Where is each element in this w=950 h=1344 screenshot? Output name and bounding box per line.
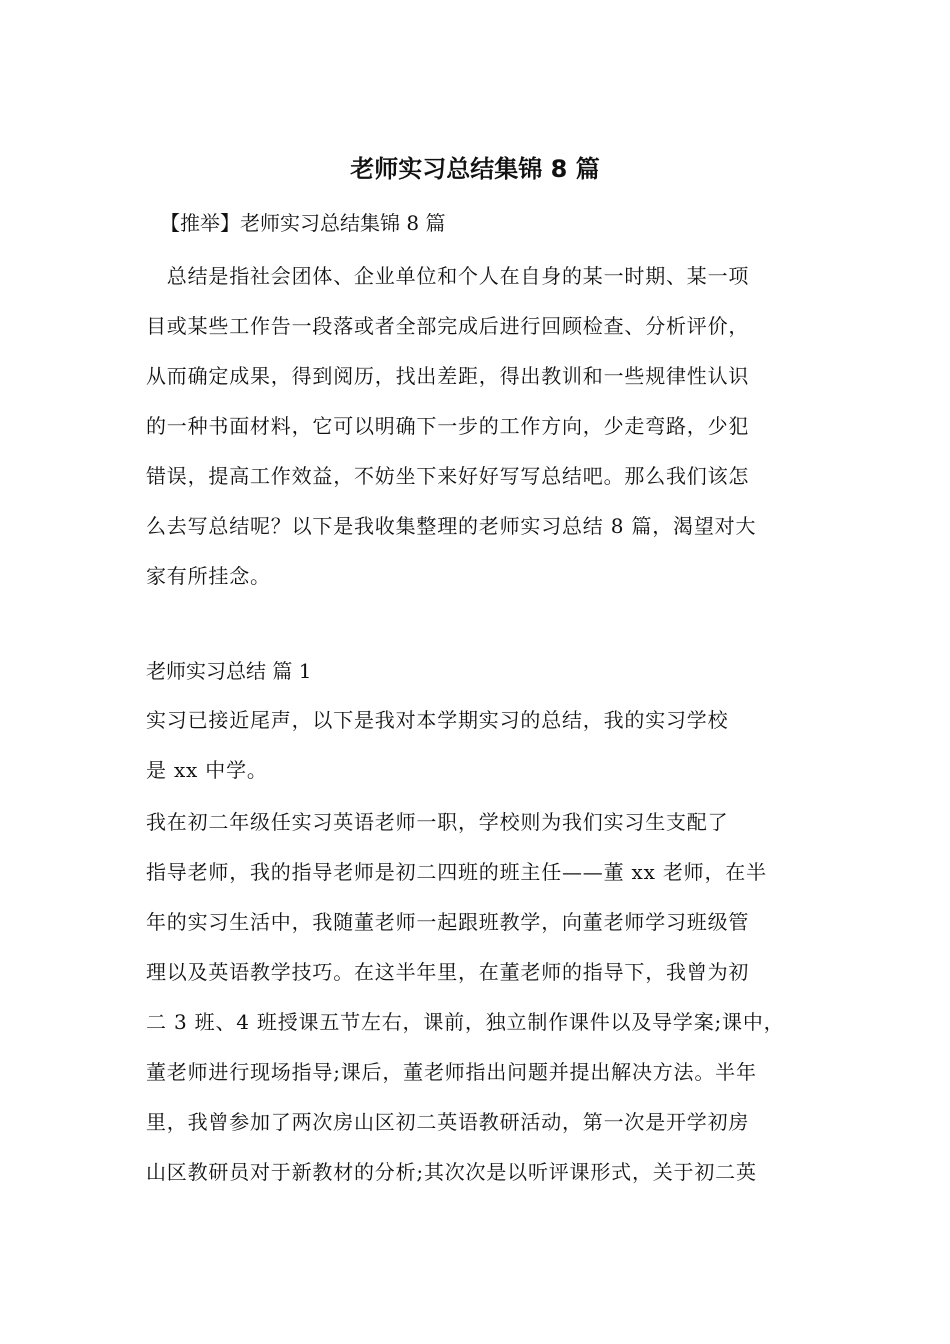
paragraph-line: 里，我曾参加了两次房山区初二英语教研活动，第一次是开学初房 bbox=[146, 1110, 750, 1134]
section-paragraph-1 bbox=[146, 695, 816, 795]
intro-line: 的一种书面材料，它可以明确下一步的工作方向，少走弯路，少犯 bbox=[146, 414, 750, 438]
paragraph-line: 山区教研员对于新教材的分析;其次次是以听评课形式，关于初二英 bbox=[146, 1160, 757, 1184]
paragraph-line: 二 3 班、4 班授课五节左右，课前，独立制作课件以及导学案;课中， bbox=[146, 1010, 785, 1034]
paragraph-line: 年的实习生活中，我随董老师一起跟班教学，向董老师学习班级管 bbox=[146, 910, 750, 934]
intro-line: 目或某些工作告一段落或者全部完成后进行回顾检查、分析评价， bbox=[146, 314, 750, 338]
paragraph-line: 指导老师，我的指导老师是初二四班的班主任——董 xx 老师，在半 bbox=[146, 860, 767, 884]
intro-line: 家有所挂念。 bbox=[146, 564, 271, 588]
paragraph-line: 理以及英语教学技巧。在这半年里，在董老师的指导下，我曾为初 bbox=[146, 960, 750, 984]
paragraph-line: 是 xx 中学。 bbox=[146, 758, 268, 782]
document-subtitle: 【推举】老师实习总结集锦 8 篇 bbox=[160, 211, 446, 235]
section-heading: 老师实习总结 篇 1 bbox=[146, 659, 312, 683]
intro-line: 错误，提高工作效益，不妨坐下来好好写写总结吧。那么我们该怎 bbox=[146, 464, 750, 488]
intro-paragraph bbox=[146, 251, 816, 601]
section-paragraph-2 bbox=[146, 797, 816, 1197]
intro-line: 么去写总结呢？以下是我收集整理的老师实习总结 8 篇，渴望对大 bbox=[146, 514, 757, 538]
paragraph-line: 我在初二年级任实习英语老师一职，学校则为我们实习生支配了 bbox=[146, 810, 729, 834]
intro-line: 总结是指社会团体、企业单位和个人在自身的某一时期、某一项 bbox=[146, 264, 750, 288]
intro-line: 从而确定成果，得到阅历，找出差距，得出教训和一些规律性认识 bbox=[146, 364, 750, 388]
paragraph-line: 董老师进行现场指导;课后，董老师指出问题并提出解决方法。半年 bbox=[146, 1060, 757, 1084]
document-title: 老师实习总结集锦 8 篇 bbox=[350, 155, 600, 183]
paragraph-line: 实习已接近尾声，以下是我对本学期实习的总结，我的实习学校 bbox=[146, 708, 729, 732]
